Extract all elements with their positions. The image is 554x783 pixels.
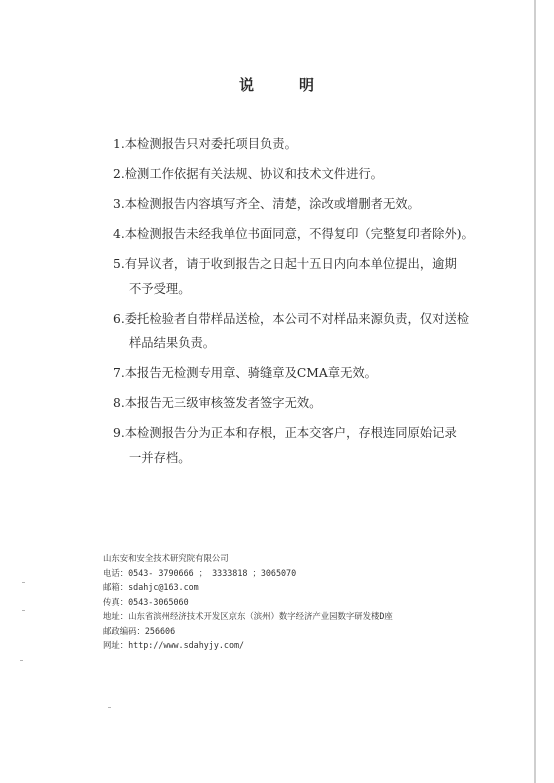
title-char-2: 明 bbox=[299, 76, 316, 94]
postcode-line: 邮政编码：256606 bbox=[103, 625, 176, 636]
note-item bbox=[113, 192, 513, 217]
note-item bbox=[113, 421, 513, 470]
email-line: 邮箱：sdahjc@163.com bbox=[103, 582, 199, 592]
scan-speck bbox=[20, 660, 23, 661]
note-line: 6.委托检验者自带样品送检，本公司不对样品来源负责，仅对送检 bbox=[113, 311, 470, 326]
note-item bbox=[113, 307, 513, 356]
website-line: 网址：http://www.sdahyjy.com/ bbox=[103, 640, 245, 650]
scan-speck bbox=[22, 582, 25, 583]
scan-speck bbox=[22, 610, 25, 611]
note-item bbox=[113, 252, 513, 301]
contact-footer bbox=[103, 551, 393, 653]
note-continuation: 样品结果负责。 bbox=[129, 336, 216, 350]
note-line: 2.检测工作依据有关法规、协议和技术文件进行。 bbox=[113, 167, 383, 181]
note-item bbox=[113, 132, 513, 157]
phone-line: 电话：0543- 3790666 ； 3333818 ；3065070 bbox=[103, 567, 297, 578]
company-name: 山东安和安全技术研究院有限公司 bbox=[103, 553, 229, 563]
note-line: 8.本报告无三级审核签发者签字无效。 bbox=[113, 396, 322, 410]
note-line: 7.本报告无检测专用章、骑缝章及CMA章无效。 bbox=[113, 366, 377, 380]
title-char-1: 说 bbox=[238, 76, 255, 94]
note-item bbox=[113, 361, 513, 386]
note-line: 3.本检测报告内容填写齐全、清楚，涂改或增删者无效。 bbox=[113, 197, 420, 211]
scan-speck bbox=[108, 707, 111, 708]
note-line: 4.本检测报告未经我单位书面同意，不得复印（完整复印者除外)。 bbox=[113, 227, 474, 241]
note-item bbox=[113, 162, 513, 187]
note-line: 9.本检测报告分为正本和存根，正本交客户，存根连同原始记录 bbox=[113, 426, 457, 440]
note-item bbox=[113, 222, 513, 247]
notes-list bbox=[113, 132, 513, 476]
note-continuation: 一并存档。 bbox=[129, 450, 191, 465]
page-edge-line bbox=[534, 0, 536, 783]
address-line: 地址：山东省滨州经济技术开发区京东（滨州）数字经济产业园数字研发楼D座 bbox=[103, 611, 393, 621]
note-continuation: 不予受理。 bbox=[129, 281, 191, 296]
fax-line: 传真：0543-3065060 bbox=[103, 596, 189, 607]
note-item bbox=[113, 391, 513, 416]
note-line: 1.本检测报告只对委托项目负责。 bbox=[113, 137, 297, 151]
note-line: 5.有异议者，请于收到报告之日起十五日内向本单位提出，逾期 bbox=[113, 257, 457, 271]
page-title bbox=[0, 74, 554, 95]
